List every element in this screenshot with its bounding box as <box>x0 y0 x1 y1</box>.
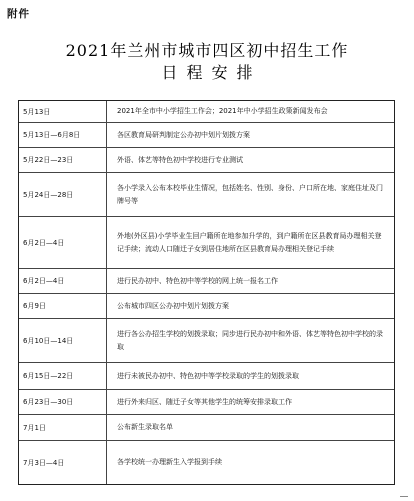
row-date: 5月24日—28日 <box>19 173 107 216</box>
table-row <box>19 269 394 294</box>
table-row <box>19 294 394 319</box>
document-title: 2021年兰州市城市四区初中招生工作 <box>65 41 349 60</box>
row-description: 各区教育局研判制定公办初中划片划拨方案 <box>117 130 250 139</box>
row-description: 各小学录入公布本校毕业生情况，包括姓名、性别、身份、户口所在地、家庭住址及门牌号等 <box>117 183 383 205</box>
row-description: 公布新生录取名单 <box>117 423 173 431</box>
row-description: 进行外来归区、随迁子女等其他学生的统筹安排录取工作 <box>117 397 292 406</box>
row-date: 6月2日—4日 <box>19 217 107 268</box>
row-date: 6月2日—4日 <box>19 269 107 293</box>
table-row <box>19 363 394 390</box>
table-row <box>19 148 394 173</box>
row-date: 5月13日—6月8日 <box>19 123 107 147</box>
table-row <box>19 173 394 217</box>
row-date: 5月22日—23日 <box>19 148 107 172</box>
document-subtitle: 日程安排 <box>161 63 262 82</box>
row-date: 6月9日 <box>19 294 107 318</box>
row-description: 公布城市四区公办初中划片划拨方案 <box>117 301 229 310</box>
row-description: 外地(外区县)小学毕业生回户籍所在地参加升学的，到户籍所在区县教育局办理相关登记手续；流动人口随迁子女到居住地所在区县教育局办理相关登记手续 <box>117 231 382 253</box>
row-date: 7月1日 <box>19 415 107 440</box>
row-description: 2021年全市中小学招生工作会；2021年中小学招生政策新闻发布会 <box>117 107 328 115</box>
schedule-table <box>18 100 395 485</box>
row-description: 各学校统一办理新生入学报到手续 <box>117 458 222 466</box>
table-row <box>19 123 394 148</box>
table-row <box>19 415 394 441</box>
row-date: 6月15日—22日 <box>19 363 107 389</box>
row-description: 进行民办初中、特色初中等学校的网上统一报名工作 <box>117 276 278 285</box>
table-row <box>19 319 394 363</box>
annex-label: 附件 <box>7 8 30 20</box>
row-date: 6月23日—30日 <box>19 390 107 414</box>
row-description: 外语、体艺等特色初中学校进行专业测试 <box>117 155 243 164</box>
table-row <box>19 390 394 415</box>
table-row <box>19 441 394 484</box>
row-date: 5月13日 <box>19 101 107 122</box>
row-description: 进行未被民办初中、特色初中等学校录取的学生的划拨录取 <box>117 371 299 380</box>
row-date: 6月10日—14日 <box>19 319 107 362</box>
table-row <box>19 217 394 269</box>
page-corner-mark <box>400 491 408 497</box>
row-date: 7月3日—4日 <box>19 441 107 484</box>
table-row <box>19 101 394 123</box>
row-description: 进行各公办招生学校的划拨录取；同步进行民办初中和外语、体艺等特色初中学校的录取 <box>117 329 383 351</box>
